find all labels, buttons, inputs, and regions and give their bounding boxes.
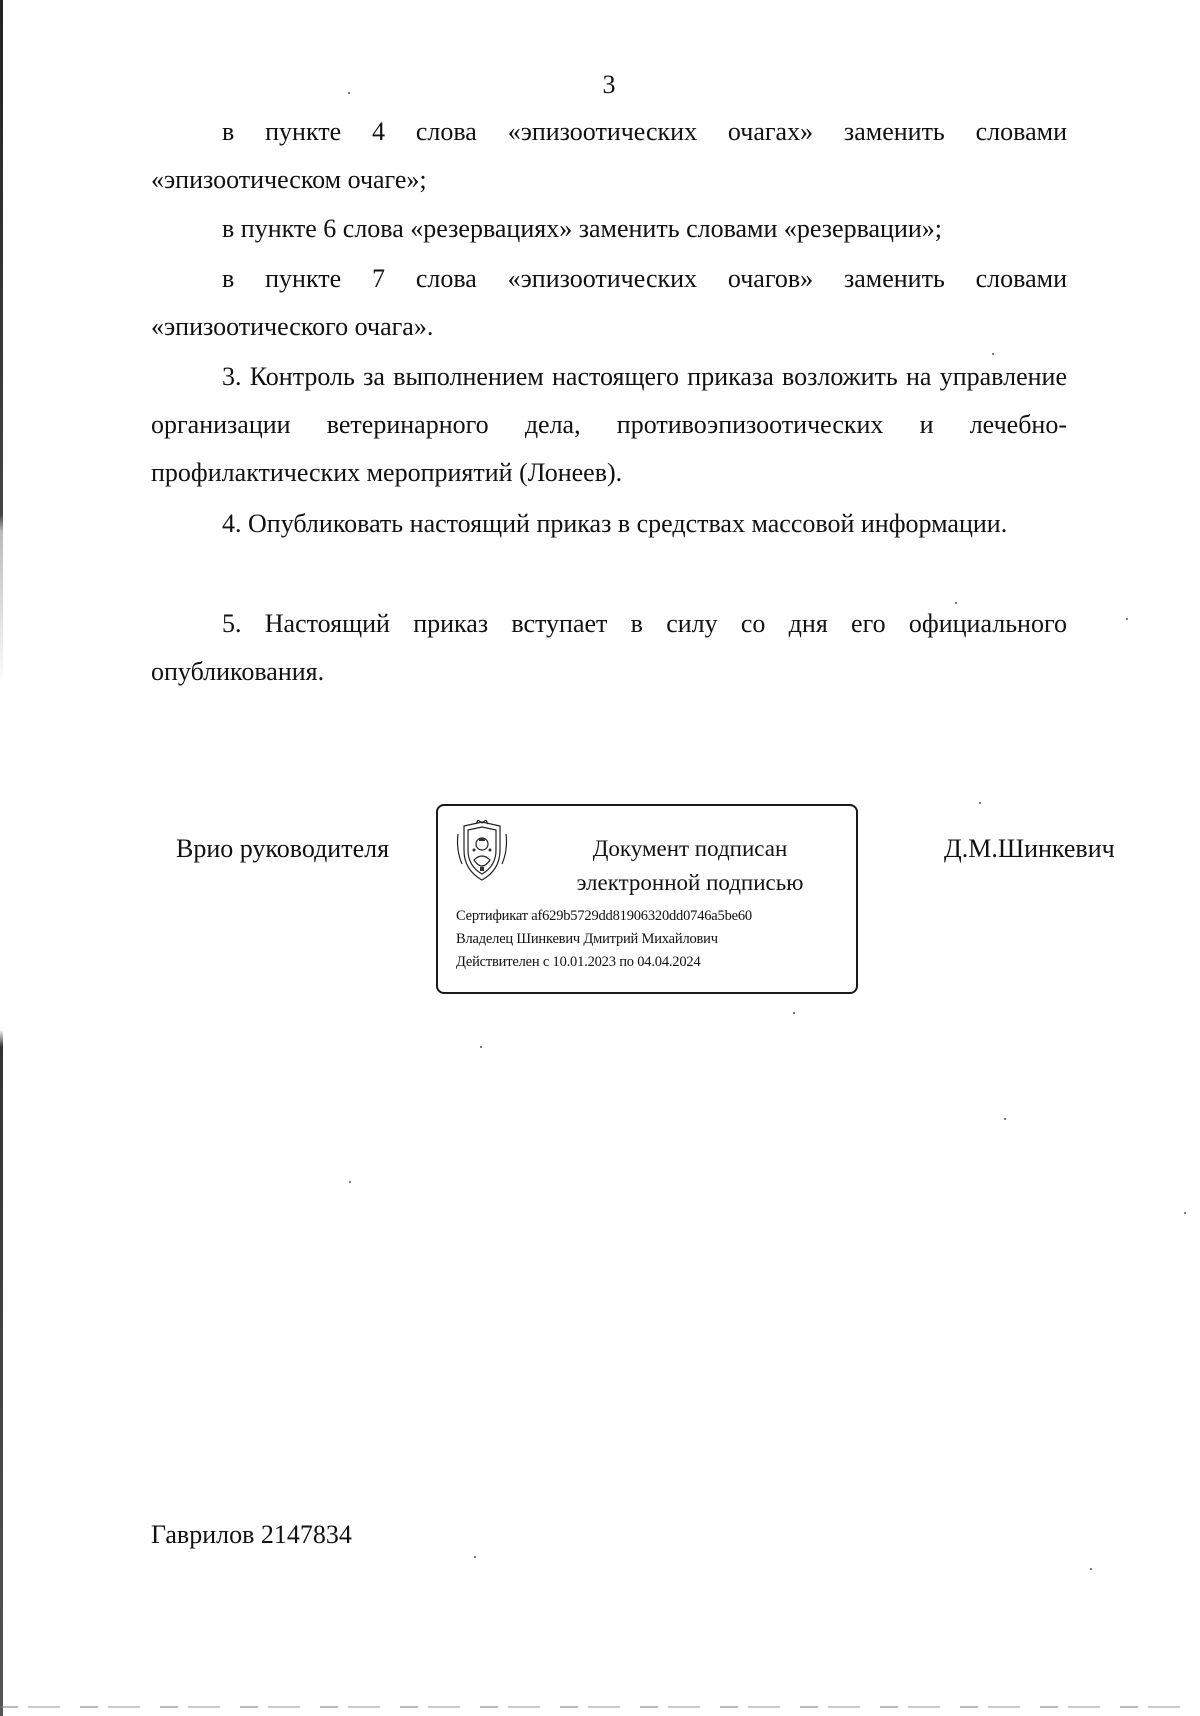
scan-speck (1184, 1212, 1186, 1214)
page-number: 3 (602, 70, 616, 99)
paragraph-item-6 (151, 205, 1067, 253)
certificate-owner: Владелец Шинкевич Дмитрий Михайлович (456, 931, 718, 947)
scan-speck (955, 602, 957, 604)
paragraph-text: в пункте 6 слова «резервациях» заменить словами «резервации»; (222, 214, 943, 243)
paragraph-text: в пункте 4 слова «эпизоотических очагах» заменить словами «эпизоотическом очаге»; (151, 117, 1067, 194)
paragraph-text: 3. Контроль за выполнением настоящего приказа возложить на управление организации ветеринарного дела, противоэпизоотических и лечебно-профилактических мероприятий (Лонеев). (151, 362, 1067, 487)
signatory-position: Врио руководителя (176, 834, 390, 863)
paragraph-text: 4. Опубликовать настоящий приказ в средствах массовой информации. (222, 509, 1008, 538)
paragraph-text: 5. Настоящий приказ вступает в силу со дня его официального опубликования. (151, 609, 1067, 686)
scan-speck (1090, 1568, 1092, 1570)
scan-speck (1004, 1118, 1006, 1120)
paragraph-text: в пункте 7 слова «эпизоотических очагов» заменить словами «эпизоотического очага». (151, 264, 1067, 341)
certificate-number: Сертификат af629b5729dd81906320dd0746a5be60 (456, 908, 752, 924)
electronic-signature-stamp (436, 804, 858, 994)
scan-speck (480, 1046, 482, 1048)
scan-speck (474, 1556, 476, 1558)
scan-speck (992, 353, 994, 355)
scan-speck (793, 1012, 795, 1014)
scan-edge (0, 0, 3, 1716)
scan-speck (348, 92, 350, 94)
paragraph-control (151, 353, 1067, 497)
scan-speck (979, 802, 981, 804)
executor-note: Гаврилов 2147834 (151, 1520, 352, 1549)
coat-of-arms-icon (454, 820, 510, 884)
scan-edge-bottom (0, 1706, 1200, 1708)
paragraph-publish (151, 500, 1067, 548)
certificate-validity: Действителен с 10.01.2023 по 04.04.2024 (456, 954, 701, 970)
scan-speck (349, 1181, 351, 1183)
stamp-title (534, 832, 846, 900)
paragraph-effective (151, 600, 1067, 696)
signatory-name: Д.М.Шинкевич (944, 834, 1115, 863)
stamp-title-line: электронной подписью (576, 870, 804, 895)
scan-speck (1126, 618, 1128, 620)
stamp-title-line: Документ подписан (592, 836, 788, 861)
stamp-details (456, 905, 752, 974)
paragraph-item-4 (151, 108, 1067, 204)
paragraph-item-7 (151, 255, 1067, 351)
